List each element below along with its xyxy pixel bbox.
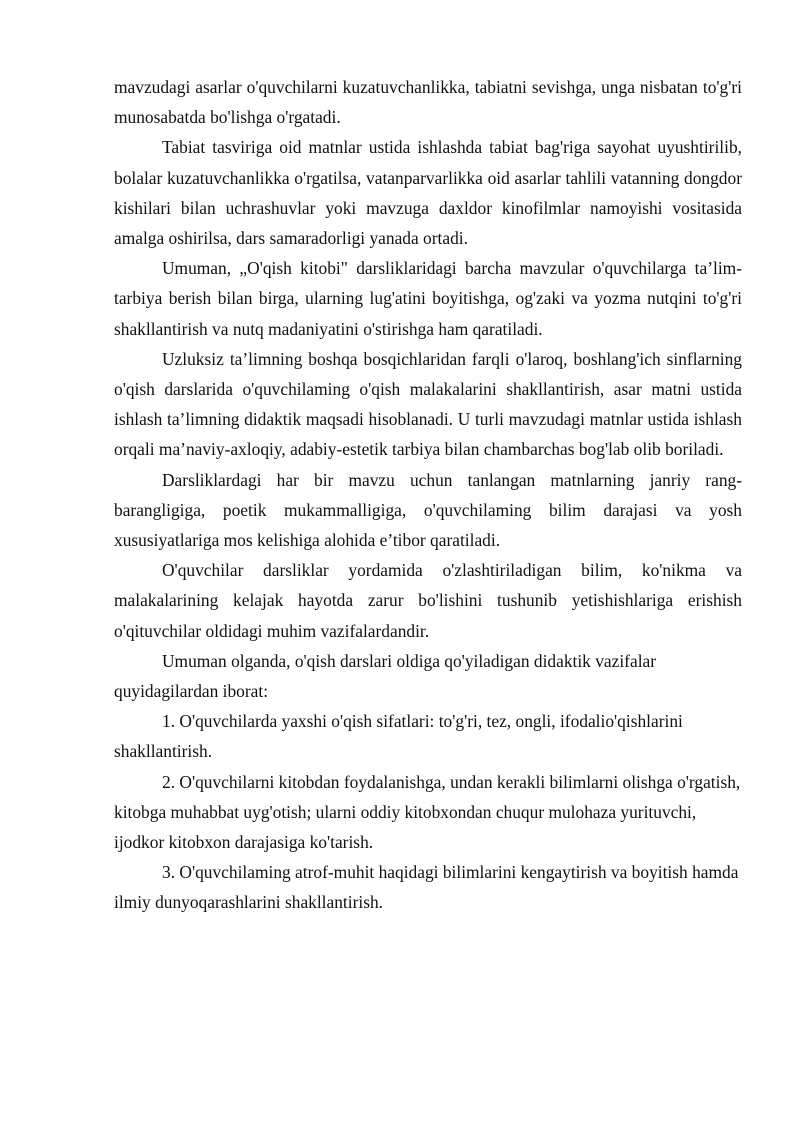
paragraph-5: Darsliklardagi har bir mavzu uchun tanlangan matnlarning janriy rang-barangligiga, poetik mukammalligiga, o'quvchilaming bilim darajasi va yosh xususiyatlariga mos kelishiga alohida e’tibor qaratiladi. <box>114 469 742 551</box>
list-item-3: 3. O'quvchilaming atrof-muhit haqidagi bilimlarini kengaytirish va boyitish hamda ilmiy dunyoqarashlarini shakllantirish. <box>114 862 739 913</box>
paragraph-7: Umuman olganda, o'qish darslari oldiga qo'yiladigan didaktik vazifalar quyidagilardan iborat: <box>114 650 657 702</box>
list-item-2: 2. O'quvchilarni kitobdan foydalanishga, undan kerakli bilimlarni olishga o'rgatish, kitobga muhabbat uyg'otish; ularni oddiy kitobxondan chuqur mulohaza yurituvchi, ijodkor kitobxon darajasiga ko'tarish. <box>114 771 741 853</box>
paragraph-2: Tabiat tasviriga oid matnlar ustida ishlashda tabiat bag'riga sayohat uyushtirilib, bolalar kuzatuvchanlikka o'rgatilsa, vatanparvarlikka oid asarlar tahlili vatanning dongdor kishilari bilan uchrashuvlar yoki mavzuga daxldor kinofilmlar namoyishi vositasida amalga oshirilsa, dars samaradorligi yanada ortadi. <box>114 137 742 249</box>
paragraph-1: mavzudagi asarlar o'quvchilarni kuzatuvchanlikka, tabiatni sevishga, unga nisbatan to'g'ri munosabatda bo'lishga o'rgatadi. <box>114 77 742 128</box>
paragraph-4: Uzluksiz ta’limning boshqa bosqichlaridan farqli o'laroq, boshlang'ich sinflarning o'qish darslarida o'quvchilaming o'qish malakalarini shakllantirish, asar matni ustida ishlash ta’limning didaktik maqsadi hisoblanadi. U turli mavzudagi matnlar ustida ishlash orqali ma’naviy-axloqiy, adabiy-estetik tarbiya bilan chambarchas bog'lab olib boriladi. <box>114 348 742 460</box>
list-item-1: 1. O'quvchilarda yaxshi o'qish sifatlari: to'g'ri, tez, ongli, ifodalio'qishlarini shakllantirish. <box>114 711 683 762</box>
paragraph-3: Umuman, „O'qish kitobi" darsliklaridagi barcha mavzular o'quvchilarga ta’lim-tarbiya berish bilan birga, ularning lug'atini boyitishga, og'zaki va yozma nutqini to'g'ri shakllantirish va nutq madaniyatini o'stirishga ham qaratiladi. <box>114 258 742 339</box>
paragraph-6: O'quvchilar darsliklar yordamida o'zlashtiriladigan bilim, ko'nikma va malakalarining kelajak hayotda zarur bo'lishini tushunib yetishishlariga erishish o'qituvchilar oldidagi muhim vazifalardandir. <box>114 560 742 641</box>
document-page <box>114 72 742 918</box>
